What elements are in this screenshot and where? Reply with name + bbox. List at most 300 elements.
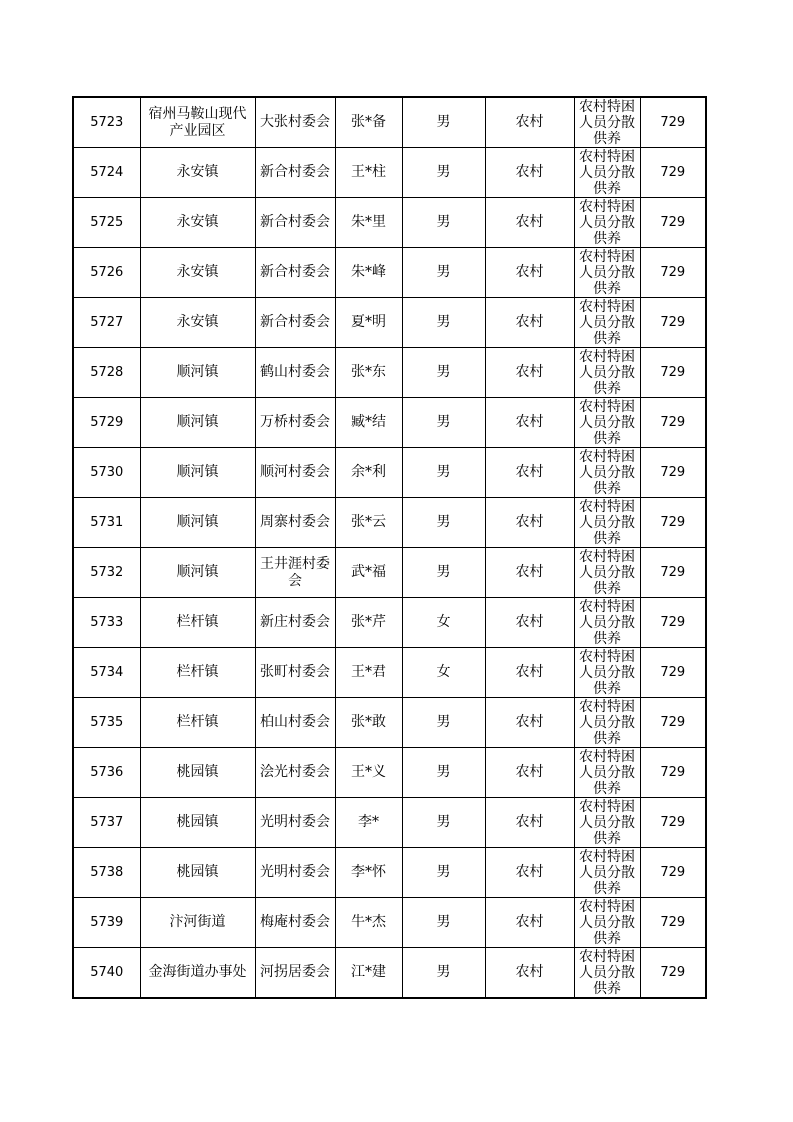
cell-id-text: 5730 <box>90 465 124 480</box>
cell-name-text: 夏*明 <box>351 314 386 330</box>
cell-village <box>255 598 335 648</box>
cell-area <box>485 97 574 148</box>
cell-name <box>335 948 402 999</box>
cell-area-text: 农村 <box>515 314 544 330</box>
cell-village-text: 河拐居委会 <box>260 964 330 980</box>
cell-town-text: 永安镇 <box>176 264 219 280</box>
cell-name <box>335 298 402 348</box>
cell-village-text: 大张村委会 <box>260 114 330 130</box>
cell-category-text: 农村特困人员分散供养 <box>579 849 635 897</box>
table-row <box>73 848 706 898</box>
cell-amount <box>640 398 706 448</box>
cell-category <box>574 598 640 648</box>
cell-town <box>140 848 255 898</box>
cell-area <box>485 798 574 848</box>
cell-gender <box>402 498 485 548</box>
cell-village <box>255 898 335 948</box>
cell-town-text: 金海街道办事处 <box>148 964 247 980</box>
cell-amount-text: 729 <box>660 465 686 480</box>
cell-id <box>73 798 140 848</box>
cell-village <box>255 498 335 548</box>
cell-name <box>335 348 402 398</box>
cell-name <box>335 798 402 848</box>
cell-village <box>255 348 335 398</box>
cell-id <box>73 548 140 598</box>
cell-area-text: 农村 <box>515 514 544 530</box>
table-row <box>73 648 706 698</box>
cell-gender-text: 男 <box>436 864 451 880</box>
cell-id-text: 5728 <box>90 365 124 380</box>
cell-town-text: 桃园镇 <box>176 814 219 830</box>
cell-amount-text: 729 <box>660 415 686 430</box>
cell-category-text: 农村特困人员分散供养 <box>579 149 635 197</box>
cell-name <box>335 748 402 798</box>
cell-gender-text: 男 <box>436 114 451 130</box>
cell-gender <box>402 448 485 498</box>
cell-gender <box>402 348 485 398</box>
cell-gender <box>402 648 485 698</box>
cell-id-text: 5740 <box>90 965 124 980</box>
cell-amount <box>640 948 706 999</box>
cell-village <box>255 448 335 498</box>
cell-area-text: 农村 <box>515 214 544 230</box>
cell-id <box>73 748 140 798</box>
cell-category <box>574 248 640 298</box>
cell-name <box>335 448 402 498</box>
cell-category-text: 农村特困人员分散供养 <box>579 649 635 697</box>
cell-village <box>255 648 335 698</box>
cell-village <box>255 298 335 348</box>
cell-category <box>574 448 640 498</box>
cell-area <box>485 148 574 198</box>
cell-id <box>73 198 140 248</box>
cell-area-text: 农村 <box>515 614 544 630</box>
cell-id <box>73 398 140 448</box>
table-row <box>73 148 706 198</box>
cell-gender <box>402 848 485 898</box>
cell-town-text: 顺河镇 <box>176 364 219 380</box>
cell-amount-text: 729 <box>660 965 686 980</box>
cell-village <box>255 848 335 898</box>
cell-id-text: 5729 <box>90 415 124 430</box>
cell-gender-text: 男 <box>436 914 451 930</box>
data-table <box>72 96 707 999</box>
cell-area-text: 农村 <box>515 264 544 280</box>
cell-area <box>485 348 574 398</box>
cell-area-text: 农村 <box>515 714 544 730</box>
cell-name-text: 余*利 <box>351 464 386 480</box>
cell-category <box>574 748 640 798</box>
cell-category-text: 农村特困人员分散供养 <box>579 799 635 847</box>
cell-town <box>140 548 255 598</box>
cell-town-text: 栏杆镇 <box>176 714 219 730</box>
cell-area <box>485 848 574 898</box>
cell-amount <box>640 798 706 848</box>
cell-gender <box>402 97 485 148</box>
cell-town-text: 汴河街道 <box>169 914 226 930</box>
cell-amount-text: 729 <box>660 665 686 680</box>
cell-name-text: 朱*里 <box>351 214 386 230</box>
cell-gender-text: 男 <box>436 214 451 230</box>
cell-town <box>140 248 255 298</box>
cell-village-text: 梅庵村委会 <box>260 914 330 930</box>
cell-village <box>255 97 335 148</box>
cell-gender-text: 男 <box>436 464 451 480</box>
cell-id <box>73 598 140 648</box>
cell-area <box>485 198 574 248</box>
cell-area <box>485 398 574 448</box>
cell-id-text: 5723 <box>90 115 124 130</box>
cell-name-text: 李*怀 <box>351 864 386 880</box>
cell-category-text: 农村特困人员分散供养 <box>579 599 635 647</box>
cell-category-text: 农村特困人员分散供养 <box>579 299 635 347</box>
cell-town-text: 桃园镇 <box>176 764 219 780</box>
cell-id-text: 5725 <box>90 215 124 230</box>
cell-name-text: 王*义 <box>351 764 386 780</box>
cell-category-text: 农村特困人员分散供养 <box>579 249 635 297</box>
cell-amount <box>640 898 706 948</box>
cell-village <box>255 748 335 798</box>
cell-gender <box>402 598 485 648</box>
cell-area <box>485 298 574 348</box>
cell-category-text: 农村特困人员分散供养 <box>579 449 635 497</box>
table-row <box>73 798 706 848</box>
cell-id <box>73 848 140 898</box>
cell-area-text: 农村 <box>515 414 544 430</box>
cell-name <box>335 97 402 148</box>
cell-name-text: 张*东 <box>351 364 386 380</box>
cell-gender <box>402 698 485 748</box>
cell-town-text: 顺河镇 <box>176 414 219 430</box>
cell-village-text: 光明村委会 <box>260 864 330 880</box>
cell-category-text: 农村特困人员分散供养 <box>579 749 635 797</box>
cell-category <box>574 648 640 698</box>
cell-category-text: 农村特困人员分散供养 <box>579 199 635 247</box>
cell-gender-text: 男 <box>436 564 451 580</box>
cell-amount <box>640 97 706 148</box>
cell-id <box>73 298 140 348</box>
cell-gender-text: 男 <box>436 964 451 980</box>
cell-name <box>335 398 402 448</box>
cell-town-text: 永安镇 <box>176 164 219 180</box>
cell-category <box>574 298 640 348</box>
cell-amount-text: 729 <box>660 765 686 780</box>
cell-id <box>73 698 140 748</box>
table-row <box>73 748 706 798</box>
cell-amount-text: 729 <box>660 815 686 830</box>
cell-category <box>574 898 640 948</box>
table-row <box>73 248 706 298</box>
cell-town-text: 栏杆镇 <box>176 664 219 680</box>
cell-village <box>255 948 335 999</box>
cell-amount-text: 729 <box>660 265 686 280</box>
cell-town-text: 栏杆镇 <box>176 614 219 630</box>
cell-town <box>140 648 255 698</box>
cell-name <box>335 598 402 648</box>
cell-village <box>255 548 335 598</box>
cell-category <box>574 798 640 848</box>
cell-id-text: 5724 <box>90 165 124 180</box>
cell-id-text: 5736 <box>90 765 124 780</box>
table-body <box>73 97 706 998</box>
cell-area-text: 农村 <box>515 114 544 130</box>
cell-area-text: 农村 <box>515 914 544 930</box>
cell-area <box>485 448 574 498</box>
cell-gender-text: 男 <box>436 314 451 330</box>
cell-id-text: 5726 <box>90 265 124 280</box>
cell-amount <box>640 648 706 698</box>
cell-amount <box>640 498 706 548</box>
cell-area-text: 农村 <box>515 664 544 680</box>
cell-name-text: 张*云 <box>351 514 386 530</box>
cell-village-text: 新庄村委会 <box>260 614 330 630</box>
cell-id <box>73 648 140 698</box>
cell-amount <box>640 548 706 598</box>
cell-gender <box>402 948 485 999</box>
cell-area <box>485 698 574 748</box>
table-row <box>73 198 706 248</box>
cell-name-text: 王*柱 <box>351 164 386 180</box>
cell-name <box>335 148 402 198</box>
cell-village-text: 万桥村委会 <box>260 414 330 430</box>
cell-name-text: 李* <box>358 814 379 830</box>
cell-category <box>574 948 640 999</box>
cell-area-text: 农村 <box>515 164 544 180</box>
cell-amount-text: 729 <box>660 315 686 330</box>
cell-town <box>140 298 255 348</box>
cell-gender-text: 男 <box>436 264 451 280</box>
cell-town <box>140 798 255 848</box>
cell-amount-text: 729 <box>660 365 686 380</box>
cell-id <box>73 148 140 198</box>
cell-gender <box>402 398 485 448</box>
cell-village-text: 周寨村委会 <box>260 514 330 530</box>
cell-gender <box>402 198 485 248</box>
cell-category-text: 农村特困人员分散供养 <box>579 899 635 947</box>
cell-amount-text: 729 <box>660 115 686 130</box>
cell-amount-text: 729 <box>660 515 686 530</box>
cell-name-text: 张*备 <box>351 114 386 130</box>
cell-area-text: 农村 <box>515 364 544 380</box>
cell-name <box>335 198 402 248</box>
cell-town <box>140 97 255 148</box>
cell-amount-text: 729 <box>660 565 686 580</box>
cell-gender-text: 男 <box>436 764 451 780</box>
cell-village-text: 浍光村委会 <box>260 764 330 780</box>
cell-name-text: 江*建 <box>351 964 386 980</box>
table-row <box>73 498 706 548</box>
cell-id-text: 5731 <box>90 515 124 530</box>
cell-id-text: 5739 <box>90 915 124 930</box>
cell-name <box>335 248 402 298</box>
cell-id-text: 5735 <box>90 715 124 730</box>
cell-gender-text: 男 <box>436 364 451 380</box>
cell-name-text: 张*敢 <box>351 714 386 730</box>
cell-name <box>335 848 402 898</box>
cell-name <box>335 648 402 698</box>
cell-category <box>574 198 640 248</box>
cell-name-text: 臧*结 <box>351 414 386 430</box>
cell-area <box>485 248 574 298</box>
cell-area <box>485 548 574 598</box>
table-row <box>73 548 706 598</box>
cell-id <box>73 348 140 398</box>
cell-gender-text: 男 <box>436 814 451 830</box>
cell-town <box>140 398 255 448</box>
cell-name-text: 王*君 <box>351 664 386 680</box>
cell-id <box>73 248 140 298</box>
cell-gender-text: 男 <box>436 514 451 530</box>
cell-category-text: 农村特困人员分散供养 <box>579 699 635 747</box>
cell-amount <box>640 748 706 798</box>
cell-category-text: 农村特困人员分散供养 <box>579 399 635 447</box>
table-row <box>73 97 706 148</box>
cell-area <box>485 748 574 798</box>
cell-amount <box>640 698 706 748</box>
cell-village-text: 新合村委会 <box>260 264 330 280</box>
cell-amount-text: 729 <box>660 865 686 880</box>
cell-area-text: 农村 <box>515 764 544 780</box>
cell-category-text: 农村特困人员分散供养 <box>579 549 635 597</box>
cell-gender-text: 男 <box>436 164 451 180</box>
cell-amount <box>640 848 706 898</box>
cell-id-text: 5734 <box>90 665 124 680</box>
cell-town-text: 永安镇 <box>176 214 219 230</box>
cell-name-text: 朱*峰 <box>351 264 386 280</box>
cell-village-text: 张町村委会 <box>260 664 330 680</box>
cell-name <box>335 698 402 748</box>
cell-village <box>255 198 335 248</box>
cell-town <box>140 698 255 748</box>
cell-area <box>485 598 574 648</box>
cell-id-text: 5737 <box>90 815 124 830</box>
cell-town <box>140 598 255 648</box>
table-row <box>73 598 706 648</box>
cell-gender <box>402 798 485 848</box>
cell-amount <box>640 448 706 498</box>
cell-village-text: 光明村委会 <box>260 814 330 830</box>
cell-amount-text: 729 <box>660 215 686 230</box>
cell-village-text: 顺河村委会 <box>260 464 330 480</box>
cell-id <box>73 498 140 548</box>
cell-id <box>73 448 140 498</box>
cell-village-text: 新合村委会 <box>260 164 330 180</box>
cell-town <box>140 498 255 548</box>
cell-id <box>73 948 140 999</box>
cell-category <box>574 398 640 448</box>
table-row <box>73 298 706 348</box>
cell-amount-text: 729 <box>660 165 686 180</box>
cell-village <box>255 698 335 748</box>
table-row <box>73 398 706 448</box>
cell-amount <box>640 248 706 298</box>
cell-id <box>73 898 140 948</box>
cell-area-text: 农村 <box>515 864 544 880</box>
cell-area <box>485 648 574 698</box>
cell-town-text: 桃园镇 <box>176 864 219 880</box>
cell-town-text: 顺河镇 <box>176 464 219 480</box>
cell-gender <box>402 548 485 598</box>
cell-town-text: 宿州马鞍山现代产业园区 <box>148 105 247 139</box>
table-row <box>73 898 706 948</box>
cell-category <box>574 548 640 598</box>
cell-town <box>140 198 255 248</box>
table-row <box>73 348 706 398</box>
cell-category-text: 农村特困人员分散供养 <box>579 99 635 147</box>
cell-name-text: 武*福 <box>351 564 386 580</box>
cell-area-text: 农村 <box>515 964 544 980</box>
cell-village-text: 新合村委会 <box>260 214 330 230</box>
cell-gender <box>402 898 485 948</box>
cell-category-text: 农村特困人员分散供养 <box>579 349 635 397</box>
cell-town-text: 顺河镇 <box>176 514 219 530</box>
cell-amount <box>640 598 706 648</box>
cell-town <box>140 348 255 398</box>
cell-name-text: 张*芹 <box>351 614 386 630</box>
cell-amount <box>640 298 706 348</box>
cell-village <box>255 398 335 448</box>
cell-gender <box>402 248 485 298</box>
cell-town <box>140 148 255 198</box>
cell-amount <box>640 348 706 398</box>
table-row <box>73 698 706 748</box>
cell-id <box>73 97 140 148</box>
cell-area <box>485 498 574 548</box>
cell-town <box>140 948 255 999</box>
cell-category <box>574 348 640 398</box>
cell-category-text: 农村特困人员分散供养 <box>579 949 635 997</box>
cell-amount <box>640 148 706 198</box>
table-row <box>73 448 706 498</box>
cell-area <box>485 948 574 999</box>
cell-village-text: 柏山村委会 <box>260 714 330 730</box>
cell-category <box>574 498 640 548</box>
cell-name <box>335 898 402 948</box>
cell-gender-text: 女 <box>436 664 451 680</box>
cell-category-text: 农村特困人员分散供养 <box>579 499 635 547</box>
cell-category <box>574 97 640 148</box>
cell-category <box>574 848 640 898</box>
cell-amount-text: 729 <box>660 715 686 730</box>
cell-name <box>335 498 402 548</box>
cell-amount <box>640 198 706 248</box>
cell-town <box>140 898 255 948</box>
cell-area-text: 农村 <box>515 464 544 480</box>
cell-village-text: 新合村委会 <box>260 314 330 330</box>
cell-gender <box>402 148 485 198</box>
cell-village-text: 王井涯村委会 <box>260 555 330 589</box>
cell-gender <box>402 298 485 348</box>
cell-village <box>255 798 335 848</box>
cell-gender-text: 男 <box>436 414 451 430</box>
table-row <box>73 948 706 999</box>
cell-gender-text: 男 <box>436 714 451 730</box>
cell-gender-text: 女 <box>436 614 451 630</box>
cell-area-text: 农村 <box>515 814 544 830</box>
cell-town <box>140 748 255 798</box>
cell-area <box>485 898 574 948</box>
cell-category <box>574 698 640 748</box>
cell-town-text: 顺河镇 <box>176 564 219 580</box>
cell-town-text: 永安镇 <box>176 314 219 330</box>
cell-village-text: 鹤山村委会 <box>260 364 330 380</box>
cell-gender <box>402 748 485 798</box>
cell-amount-text: 729 <box>660 915 686 930</box>
cell-id-text: 5727 <box>90 315 124 330</box>
cell-name-text: 牛*杰 <box>351 914 386 930</box>
cell-town <box>140 448 255 498</box>
cell-area-text: 农村 <box>515 564 544 580</box>
